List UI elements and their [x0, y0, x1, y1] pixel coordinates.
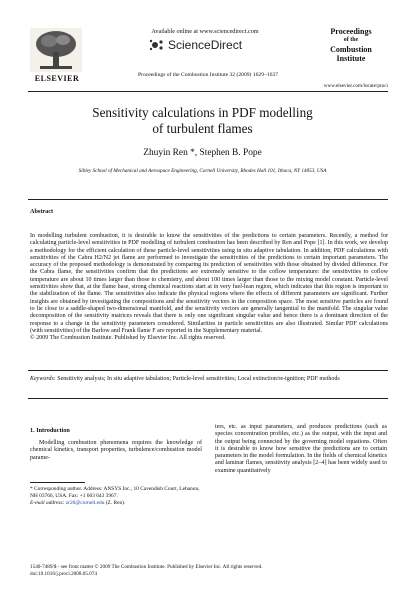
journal-title-block — [316, 27, 386, 63]
keywords-top-divider — [28, 370, 388, 371]
sciencedirect-wordmark: ScienceDirect — [168, 38, 243, 52]
front-matter-footer — [30, 564, 388, 577]
publisher-name: ELSEVIER — [34, 74, 80, 83]
email-link[interactable]: zr26@cornell.edu — [65, 499, 105, 506]
journal-url[interactable]: www.elsevier.com/locate/proci — [323, 83, 388, 89]
article-title — [30, 105, 375, 137]
footnote — [30, 486, 202, 506]
keywords-text: Sensitivity analysis; In situ adaptive tabulation; Particle-level sensitivities; Local extinction/re-ignition; PDF methods — [57, 376, 340, 382]
header-divider — [28, 91, 388, 92]
elsevier-tree-logo — [30, 28, 82, 72]
abstract-paragraph: In modelling turbulent combustion, it is desirable to know the sensitivities of the predictions to certain parameters. Recently, a method for calculating particle-level sensitivities in PDF modelling of turbulent combustion has been described by Ren and Pope [1]. In this work, we develop a methodology for the efficient calculation of these particle-level sensitivities using in situ adaptive tabulation. In addition, PDF calculations with sensitivities of the Cabra H2/N2 jet flame are performed to investigate the sensitivities of the predictions to certain important parameters. The accuracy of the proposed methodology is demonstrated by comparing its prediction of sensitivities with those obtained by divided difference. For the Cabra flame, the sensitivities confirm that the predictions are extremely sensitive to the coflow temperature: the sensitivities to coflow temperature are about 10 times larger than those to chemistry, and about 100 times larger than those to the mixing model constant. Particle-level sensitivities show that, at the flame base, strong chemical reactions start at in very fuel-lean region, which indicates that this region is important to the stabilization of the flame. The sensitivities also indicate the physical regions where the effects of different parameters are significant. Further insights are obtained by investigating the compositions and the sensitivity vectors in the composition space. The most sensitive particles are found to lie close to a saddle-shaped two-dimensional manifold, and the sensitivity vectors are generally tangential to the manifold. The singular value decomposition of the sensitivity matrices reveals that there is only one significant singular value and hence there is a dominant direction of the response to a change in the sensitivity parameters considered. Similarities in particle sensitivities are also illustrated. Similar PDF calculations (with sensitivities) of the Barlow and Frank flame F are reported in the Supplementary material. — [30, 233, 388, 334]
journal-title-line: of the — [343, 37, 359, 43]
abstract-copyright: © 2009 The Combustion Institute. Published by Elsevier Inc. All rights reserved. — [30, 335, 226, 342]
article-title-line: Sensitivity calculations in PDF modelling — [92, 105, 313, 120]
footnote-divider — [30, 482, 85, 483]
journal-title-line: Institute — [336, 54, 366, 63]
abstract-heading: Abstract — [30, 208, 54, 215]
keywords-bottom-divider — [28, 398, 388, 399]
sciencedirect-logo — [148, 37, 268, 53]
email-label: E-mail address: — [30, 499, 65, 506]
corresponding-author-note: * Corresponding author. Address: ANSYS Inc., 10 Cavendish Court, Lebanon, NH 03766, USA. Fax: +1 603 643 3967. — [30, 486, 200, 499]
journal-title-line: Proceedings — [330, 27, 372, 36]
body-column-right: ters, etc. as input parameters, and produces predictions (such as species concentration profiles, etc.) as the output, with the input and the output being connected by the governing model equations. Often it is desirable to know how sensitive the predictions are to certain parameters in the model formulation. In the fields of chemical kinetics and laminar flames, sensitivity analysis [2–4] has been widely used to examine quantitatively — [215, 424, 387, 474]
email-line — [30, 500, 202, 507]
available-online-text: Available online at www.sciencedirect.com — [151, 28, 259, 35]
email-suffix: (Z. Ren). — [105, 499, 126, 506]
keywords-block — [30, 376, 388, 383]
abstract-body — [30, 233, 388, 342]
abstract-top-divider — [28, 199, 388, 200]
body-column-left: Modelling combustion phenomena requires the knowledge of chemical kinetics, transport properties, turbulence/combustion model parame- — [30, 440, 202, 461]
doi-line[interactable]: doi:10.1016/j.proci.2008.05.074 — [30, 570, 98, 577]
keywords-label: Keywords: — [30, 376, 56, 382]
section-heading: 1. Introduction — [30, 427, 70, 434]
author-affiliation: Sibley School of Mechanical and Aerospace Engineering, Cornell University, Rhodes Hall 101, Ithaca, NY 14853, USA — [78, 168, 327, 174]
journal-title-line: Combustion — [330, 45, 372, 54]
front-matter-line: 1540-7489/$ - see front matter © 2009 The Combustion Institute. Published by Elsevier Inc. All rights reserved. — [30, 564, 263, 570]
article-title-line: of turbulent flames — [152, 121, 253, 136]
article-authors: Zhuyin Ren *, Stephen B. Pope — [143, 148, 262, 158]
journal-reference: Proceedings of the Combustion Institute 32 (2009) 1629–1637 — [138, 72, 278, 78]
